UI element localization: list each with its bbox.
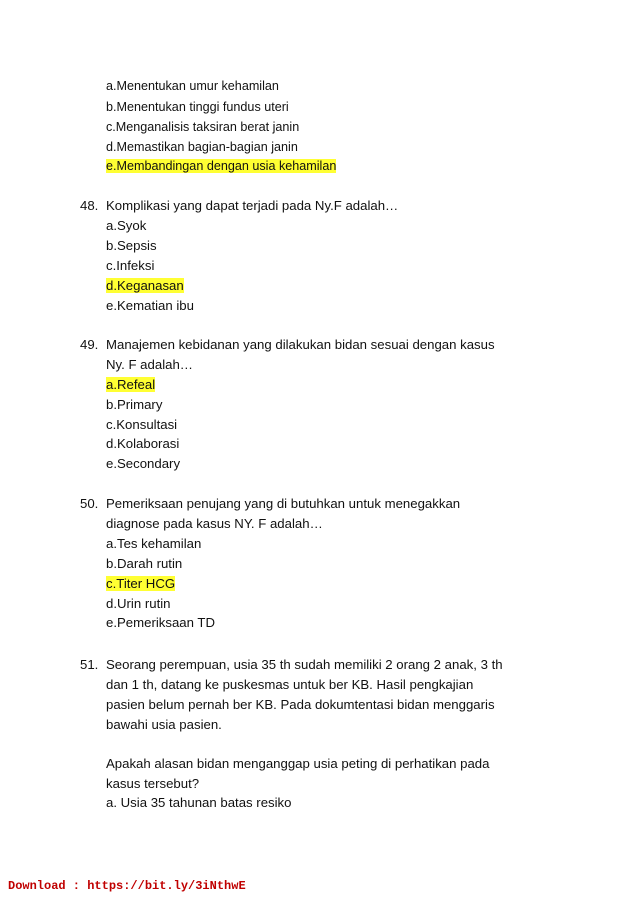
answer-highlight: a.Refeal — [106, 377, 156, 392]
option-d: d.Urin rutin — [106, 596, 171, 611]
option-a: a.Menentukan umur kehamilan — [106, 79, 279, 93]
case-text-line-1: Seorang perempuan, usia 35 th sudah memiliki 2 orang 2 anak, 3 th — [106, 657, 503, 672]
option-a: a.Tes kehamilan — [106, 536, 202, 551]
option-e: e.Kematian ibu — [106, 298, 194, 313]
answer-highlight: c.Titer HCG — [106, 576, 176, 591]
option-b: b.Primary — [106, 397, 163, 412]
question-text-line-2: kasus tersebut? — [106, 776, 200, 791]
question-text: Komplikasi yang dapat terjadi pada Ny.F adalah… — [106, 198, 399, 213]
question-text-line-1: Apakah alasan bidan menganggap usia peting di perhatikan pada — [106, 756, 490, 771]
download-link[interactable]: Download : https://bit.ly/3iNthwE — [8, 879, 246, 893]
option-e: e.Pemeriksaan TD — [106, 615, 215, 630]
option-c: c.Infeksi — [106, 258, 155, 273]
answer-highlight: d.Keganasan — [106, 278, 184, 293]
answer-highlight: e.Membandingan dengan usia kehamilan — [106, 159, 337, 173]
question-number: 49. — [80, 337, 99, 352]
question-number: 51. — [80, 657, 99, 672]
question-text-line-2: Ny. F adalah… — [106, 357, 193, 372]
case-text-line-3: pasien belum pernah ber KB. Pada dokumtentasi bidan menggaris — [106, 697, 495, 712]
option-a: a.Syok — [106, 218, 147, 233]
option-d-answer — [106, 277, 184, 295]
question-text-line-1: Manajemen kebidanan yang dilakukan bidan sesuai dengan kasus — [106, 337, 495, 352]
option-c-answer — [106, 575, 175, 593]
option-e-answer — [106, 157, 336, 175]
option-d: d.Memastikan bagian-bagian janin — [106, 140, 298, 154]
question-text-line-2: diagnose pada kasus NY. F adalah… — [106, 516, 323, 531]
option-b: b.Sepsis — [106, 238, 157, 253]
question-number: 50. — [80, 496, 99, 511]
option-c: c.Menganalisis taksiran berat janin — [106, 120, 300, 134]
case-text-line-4: bawahi usia pasien. — [106, 717, 222, 732]
option-a-answer — [106, 376, 155, 394]
option-d: d.Kolaborasi — [106, 436, 180, 451]
option-b: b.Darah rutin — [106, 556, 183, 571]
option-c: c.Konsultasi — [106, 417, 178, 432]
case-text-line-2: dan 1 th, datang ke puskesmas untuk ber KB. Hasil pengkajian — [106, 677, 474, 692]
question-text-line-1: Pemeriksaan penujang yang di butuhkan untuk menegakkan — [106, 496, 461, 511]
option-b: b.Menentukan tinggi fundus uteri — [106, 100, 289, 114]
option-e: e.Secondary — [106, 456, 181, 471]
question-number: 48. — [80, 198, 99, 213]
option-a: a. Usia 35 tahunan batas resiko — [106, 795, 292, 810]
